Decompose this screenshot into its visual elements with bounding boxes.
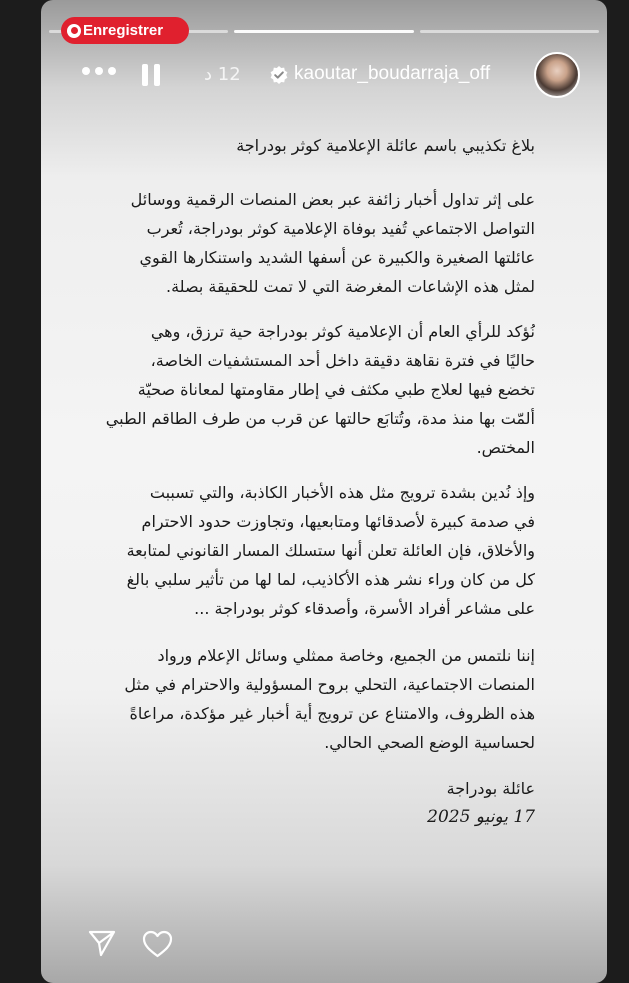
record-label: Enregistrer (83, 22, 164, 39)
progress-segment-active (234, 30, 413, 33)
verified-badge-icon (269, 65, 289, 85)
text-line: كل من كان وراء نشر هذه الأكاذيب، لما لها من تأثير سلبي بالغ (126, 570, 535, 589)
post-date: 17 يونيو 2025 (427, 807, 535, 827)
story-header (41, 50, 607, 102)
text-line: نُؤكد للرأي العام أن الإعلامية كوثر بودراجة حية ترزق، وهي (150, 322, 535, 341)
text-line: المختص. (476, 438, 535, 457)
text-line: المنصات الاجتماعية، التحلي بروح المسؤولية والاحترام في مثل (124, 675, 535, 694)
text-line: إننا نلتمس من الجميع، وخاصة ممثلي وسائل الإعلام ورواد (157, 646, 535, 665)
post-time: 12 د (204, 64, 241, 85)
title-line: بلاغ تكذيبي باسم عائلة الإعلامية كوثر بودراجة (236, 136, 535, 155)
text-line: لحساسية الوضع الصحي الحالي. (324, 733, 535, 752)
text-line: ألمّت بها منذ مدة، وتُتابَع حالتها عن قرب من طرف الطاقم الطبي (105, 409, 535, 428)
dot (108, 67, 116, 75)
paragraph-1 (103, 185, 535, 301)
text-line: في صدمة كبيرة لأصدقائها ومتابعيها، وتجاوزت حدود الاحترام (141, 512, 535, 531)
text-line: لمثل هذه الإشاعات المغرضة التي لا تمت للحقيقة بصلة. (166, 277, 535, 296)
paragraph-2 (103, 317, 535, 462)
paragraph-4 (103, 641, 535, 757)
record-button[interactable] (61, 17, 189, 44)
paragraph-3 (103, 478, 535, 623)
text-line: هذه الظروف، والامتناع عن ترويج أية أخبار غير مؤكدة، مراعاةً (129, 704, 535, 723)
text-line: على مشاعر أفراد الأسرة، وأصدقاء كوثر بودراجة ... (194, 599, 535, 618)
progress-segment (420, 30, 599, 33)
username[interactable]: kaoutar_boudarraja_off (294, 63, 491, 84)
avatar[interactable] (534, 52, 580, 98)
text-line: على إثر تداول أخبار زائفة عبر بعض المنصات الرقمية ووسائل (130, 190, 535, 209)
text-line: التواصل الاجتماعي تُفيد بوفاة الإعلامية كوثر بودراجة، تُعرب (146, 219, 535, 238)
pause-bar (154, 64, 160, 86)
record-dot-icon (67, 24, 81, 38)
send-icon[interactable] (87, 928, 117, 958)
story-viewer[interactable] (41, 0, 607, 983)
dot (82, 67, 90, 75)
heart-icon[interactable] (141, 929, 174, 959)
post-title (103, 131, 535, 160)
text-line: عائلتها الصغيرة والكبيرة عن أسفها الشديد واستنكارها القوي (139, 248, 535, 267)
text-line: حاليًا في فترة نقاهة دقيقة داخل أحد المستشفيات الخاصة، (150, 351, 535, 370)
signature-block (103, 774, 535, 832)
text-line: وإذ نُدين بشدة ترويج مثل هذه الأخبار الكاذبة، والتي تسببت (149, 483, 535, 502)
more-icon[interactable] (82, 67, 116, 75)
pause-icon[interactable] (142, 64, 160, 86)
signature: عائلة بودراجة (446, 779, 535, 798)
text-line: والأخلاق، فإن العائلة تعلن أنها ستسلك المسار القانوني لمتابعة (126, 541, 535, 560)
dot (95, 67, 103, 75)
pause-bar (142, 64, 148, 86)
text-line: تخضع فيها لعلاج طبي مكثف في إطار مقاومتها لمعاناة صحيّة (137, 380, 535, 399)
